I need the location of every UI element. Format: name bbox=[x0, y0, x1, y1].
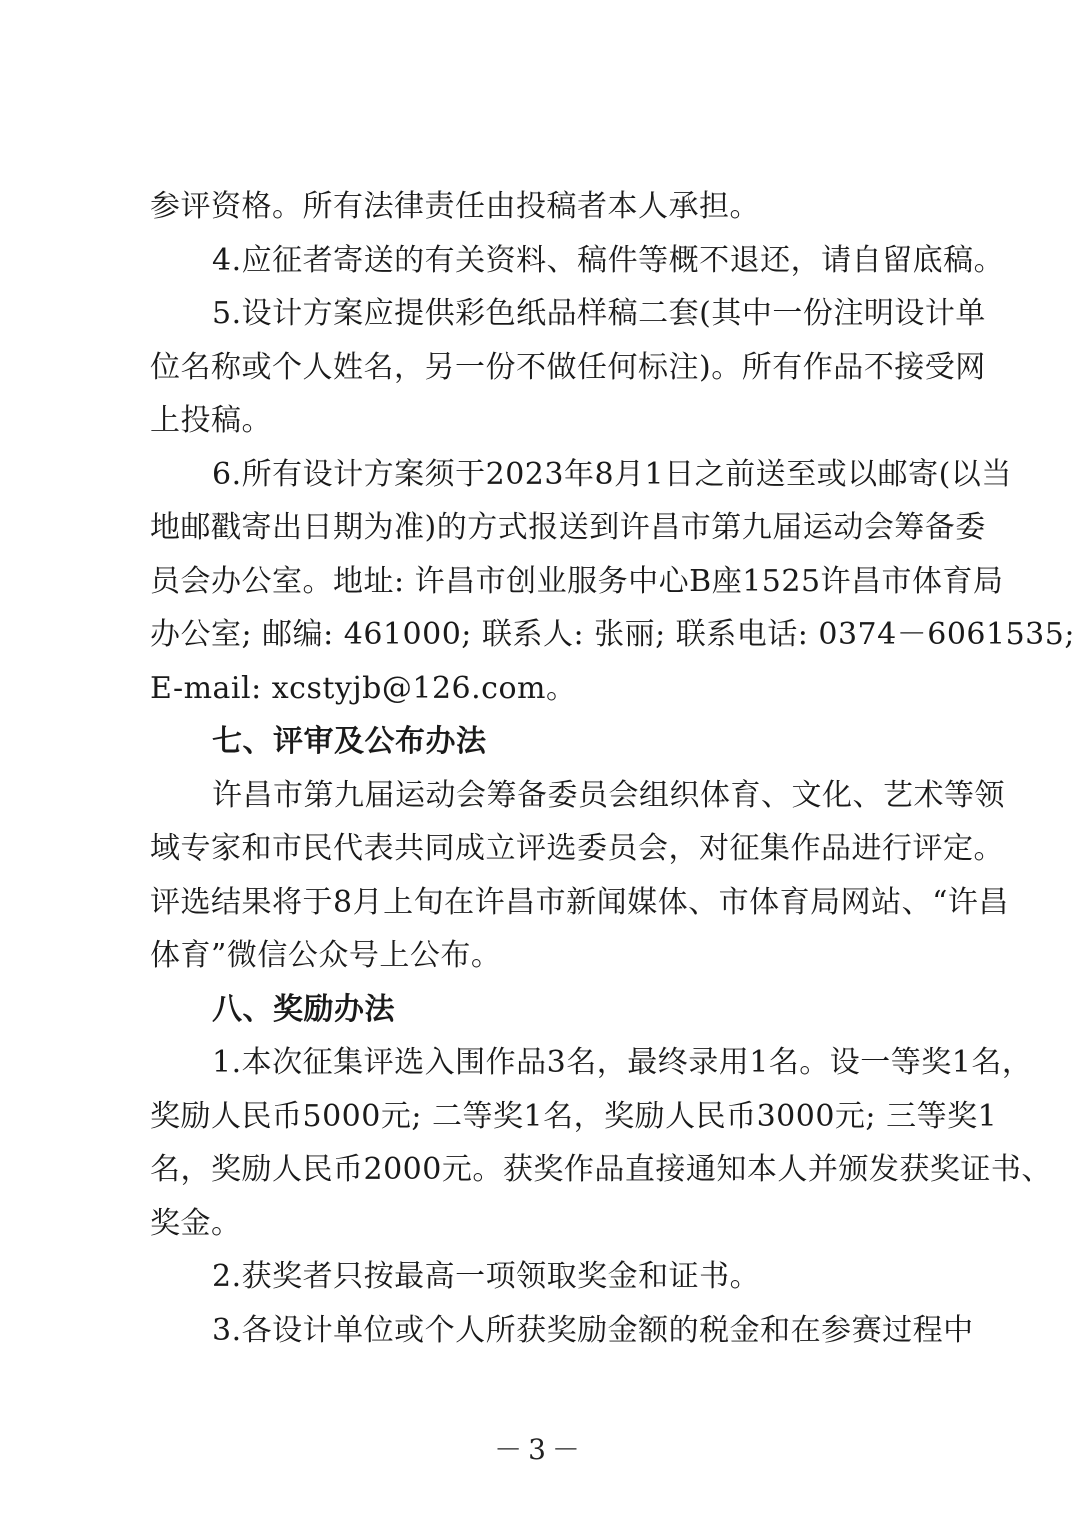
paragraph-line: 3.各设计单位或个人所获奖励金额的税金和在参赛过程中 bbox=[212, 1312, 974, 1348]
document-body bbox=[150, 180, 1075, 1357]
paragraph-line: 6.所有设计方案须于2023年8月1日之前送至或以邮寄(以当 bbox=[212, 456, 1012, 492]
paragraph-line: 办公室; 邮编: 461000; 联系人: 张丽; 联系电话: 0374－6061535; bbox=[150, 617, 1075, 652]
paragraph-line: 参评资格。所有法律责任由投稿者本人承担。 bbox=[150, 189, 760, 224]
paragraph-line: 5.设计方案应提供彩色纸品样稿二套(其中一份注明设计单 bbox=[212, 296, 986, 331]
paragraph-line: 许昌市第九届运动会筹备委员会组织体育、文化、艺术等领 bbox=[212, 777, 1005, 813]
paragraph-line: 1.本次征集评选入围作品3名，最终录用1名。设一等奖1名， bbox=[212, 1045, 1033, 1080]
paragraph-line: 域专家和市民代表共同成立评选委员会，对征集作品进行评定。 bbox=[150, 831, 1004, 866]
paragraph-line: 名，奖励人民币2000元。获奖作品直接通知本人并颁发获奖证书、 bbox=[150, 1152, 1052, 1187]
paragraph-line: 4.应征者寄送的有关资料、稿件等概不退还，请自留底稿。 bbox=[212, 242, 1005, 278]
paragraph-line: 奖励人民币5000元; 二等奖1名，奖励人民币3000元; 三等奖1 bbox=[150, 1098, 998, 1134]
page-number: －3－ bbox=[494, 1433, 586, 1466]
paragraph-line: 2.获奖者只按最高一项领取奖金和证书。 bbox=[212, 1259, 761, 1294]
section-heading-rewards: 八、奖励办法 bbox=[212, 991, 395, 1027]
paragraph-line: 评选结果将于8月上旬在许昌市新闻媒体、市体育局网站、“许昌 bbox=[150, 884, 1009, 920]
paragraph-line: 体育”微信公众号上公布。 bbox=[150, 938, 502, 973]
paragraph-line: 位名称或个人姓名，另一份不做任何标注)。所有作品不接受网 bbox=[150, 349, 986, 385]
paragraph-line: 地邮戳寄出日期为准)的方式报送到许昌市第九届运动会筹备委 bbox=[150, 510, 986, 545]
section-heading-review: 七、评审及公布办法 bbox=[212, 724, 487, 759]
paragraph-line: 员会办公室。地址: 许昌市创业服务中心B座1525许昌市体育局 bbox=[150, 563, 1004, 599]
paragraph-line: 上投稿。 bbox=[150, 403, 272, 438]
email-line: E-mail: xcstyjb@126.com。 bbox=[150, 670, 577, 706]
paragraph-line: 奖金。 bbox=[150, 1205, 242, 1241]
